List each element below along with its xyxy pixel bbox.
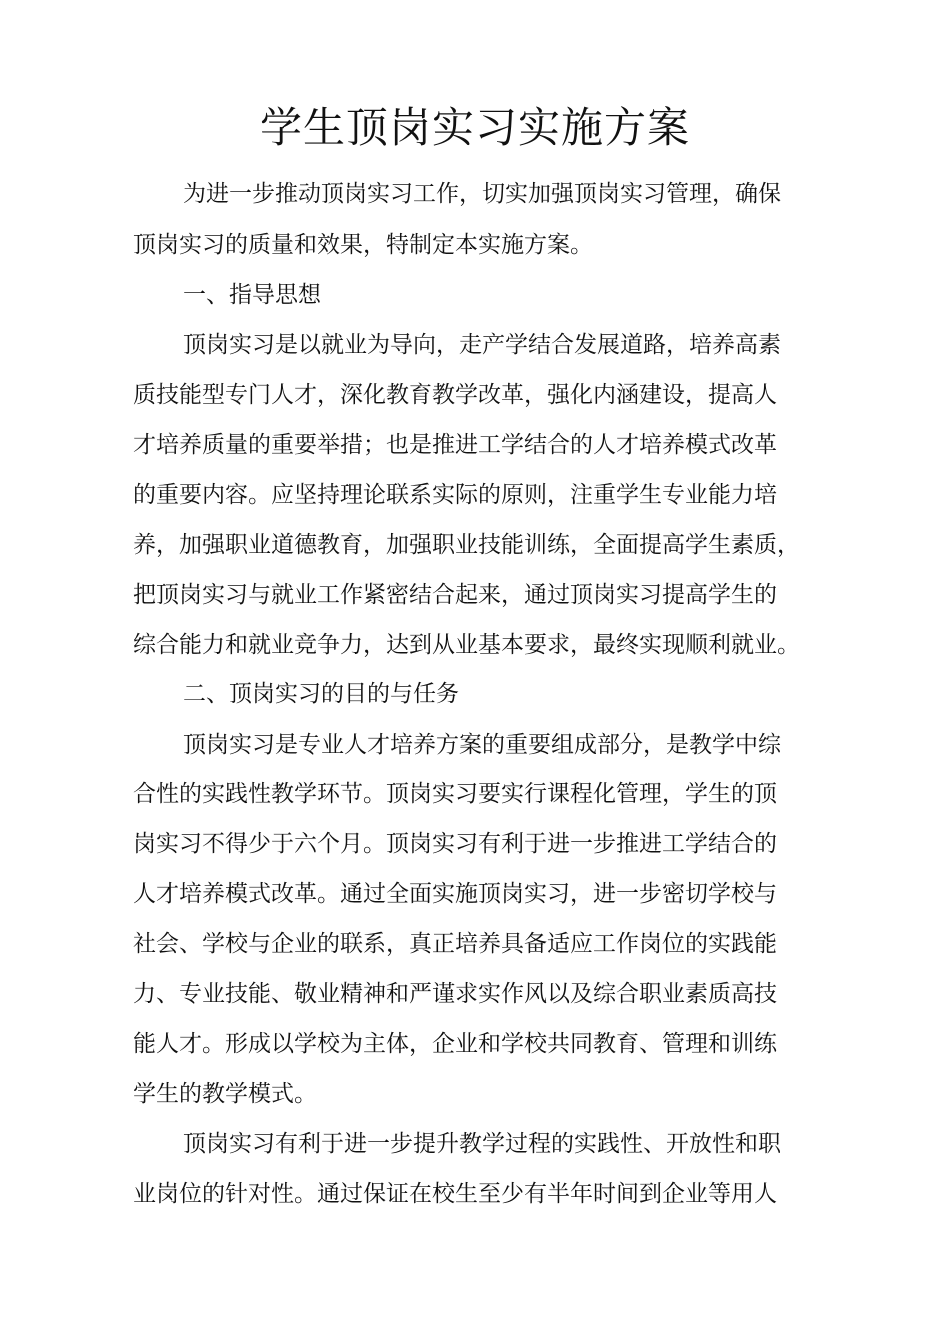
- section1-line-7: 综合能力和就业竞争力，达到从业基本要求，最终实现顺利就业。: [133, 632, 800, 658]
- section2-p2-line-1: 顶岗实习有利于进一步提升教学过程的实践性、开放性和职: [183, 1131, 781, 1157]
- section1-line-3: 才培养质量的重要举措；也是推进工学结合的人才培养模式改革: [133, 432, 777, 458]
- section2-p1-line-8: 学生的教学模式。: [133, 1081, 317, 1107]
- section2-heading: 二、顶岗实习的目的与任务: [183, 681, 459, 707]
- section2-p1-line-2: 合性的实践性教学环节。顶岗实习要实行课程化管理，学生的顶: [133, 781, 777, 807]
- section2-p1-line-5: 社会、学校与企业的联系，真正培养具备适应工作岗位的实践能: [133, 931, 777, 957]
- section2-p1-line-4: 人才培养模式改革。通过全面实施顶岗实习，进一步密切学校与: [133, 881, 777, 907]
- section2-p1-line-6: 力、专业技能、敬业精神和严谨求实作风以及综合职业素质高技: [133, 981, 777, 1007]
- section1-line-1: 顶岗实习是以就业为导向，走产学结合发展道路，培养高素: [183, 332, 781, 358]
- section1-line-2: 质技能型专门人才，深化教育教学改革，强化内涵建设，提高人: [133, 382, 777, 408]
- section2-p1-line-7: 能人才。形成以学校为主体，企业和学校共同教育、管理和训练: [133, 1031, 777, 1057]
- intro-line-1: 为进一步推动顶岗实习工作，切实加强顶岗实习管理，确保: [183, 181, 781, 207]
- section1-line-4: 的重要内容。应坚持理论联系实际的原则，注重学生专业能力培: [133, 482, 777, 508]
- section2-p2-line-2: 业岗位的针对性。通过保证在校生至少有半年时间到企业等用人: [133, 1181, 777, 1207]
- section1-heading: 一、指导思想: [183, 282, 321, 308]
- section1-line-6: 把顶岗实习与就业工作紧密结合起来，通过顶岗实习提高学生的: [133, 582, 777, 608]
- section1-line-5: 养，加强职业道德教育，加强职业技能训练，全面提高学生素质，: [133, 532, 800, 558]
- section2-p1-line-3: 岗实习不得少于六个月。顶岗实习有利于进一步推进工学结合的: [133, 831, 777, 857]
- section2-p1-line-1: 顶岗实习是专业人才培养方案的重要组成部分，是教学中综: [183, 732, 781, 758]
- intro-line-2: 顶岗实习的质量和效果，特制定本实施方案。: [133, 232, 593, 258]
- document-title: 学生顶岗实习实施方案: [259, 103, 690, 152]
